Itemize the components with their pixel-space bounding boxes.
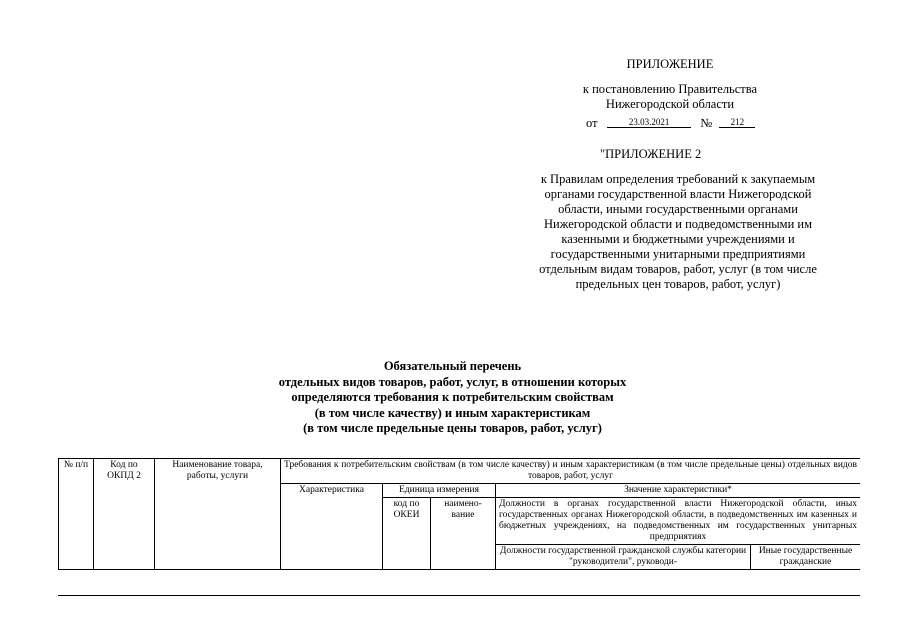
title-line: отдельных видов товаров, работ, услуг, в отношении которых	[278, 374, 627, 389]
col-okpd-header: Код по ОКПД 2	[94, 459, 155, 570]
col-characteristic-header: Характеристика	[281, 484, 383, 570]
col-okei-code-header: код по ОКЕИ	[383, 498, 431, 570]
rules-line: отдельным видам товаров, работ, услуг (в том числе	[539, 262, 817, 276]
decree-line-1: к постановлению Правительства	[582, 82, 758, 96]
decree-reference	[560, 82, 780, 112]
title-line: определяются требования к потребительским свойствам	[291, 390, 614, 404]
decree-date: 23.03.2021	[607, 117, 691, 128]
rules-line: предельных цен товаров, работ, услуг)	[575, 277, 781, 291]
rules-line: Нижегородской области и подведомственными им	[544, 217, 812, 231]
rules-reference	[488, 172, 868, 292]
requirements-table-container	[58, 458, 860, 596]
requirements-table	[58, 458, 860, 570]
rules-line: казенными и бюджетными учреждениями и	[561, 232, 795, 246]
col-requirements-header: Требования к потребительским свойствам (в том числе качеству) и иным характеристикам (в том числе предельные цены) отдельных видов товаров, работ, услуг	[281, 459, 861, 484]
appendix-2-title: "ПРИЛОЖЕНИЕ 2	[600, 147, 702, 161]
decree-line-2: Нижегородской области	[605, 97, 735, 111]
title-line: Обязательный перечень	[383, 359, 522, 373]
col-unit-name-header: наимено-вание	[431, 498, 496, 570]
col-civil-service-header: Должности государственной гражданской службы категории "руководители", руководи-	[496, 545, 751, 570]
rules-line: области, иными государственными органами	[558, 202, 798, 216]
col-other-header: Иные государственные гражданские	[751, 545, 861, 570]
title-line: (в том числе предельные цены товаров, работ, услуг)	[303, 421, 602, 435]
col-value-header: Значение характеристики*	[496, 484, 861, 498]
title-line: (в том числе качеству) и иным характеристикам	[314, 405, 591, 420]
col-unit-header: Единица измерения	[383, 484, 496, 498]
col-number-header: № п/п	[59, 459, 94, 570]
col-positions-header: Должности в органах государственной власти Нижегородской области, иных государственных органах Нижегородской области, в подведомственных им казенных и бюджетных учреждениях, на подведомственных им государственных унитарных предприятиях	[496, 498, 861, 545]
number-sign: №	[700, 116, 713, 130]
col-name-header: Наименование товара, работы, услуги	[155, 459, 281, 570]
decree-number: 212	[719, 117, 755, 128]
document-title	[150, 359, 755, 437]
rules-line: к Правилам определения требований к закупаемым	[540, 172, 816, 186]
rules-line: государственными унитарными предприятиями	[550, 247, 806, 261]
appendix-title: ПРИЛОЖЕНИЕ	[626, 57, 714, 71]
decree-date-number	[586, 116, 755, 131]
from-label: от	[586, 116, 598, 130]
rules-line: органами государственной власти Нижегородской	[544, 187, 812, 201]
table-header-row	[59, 459, 861, 484]
